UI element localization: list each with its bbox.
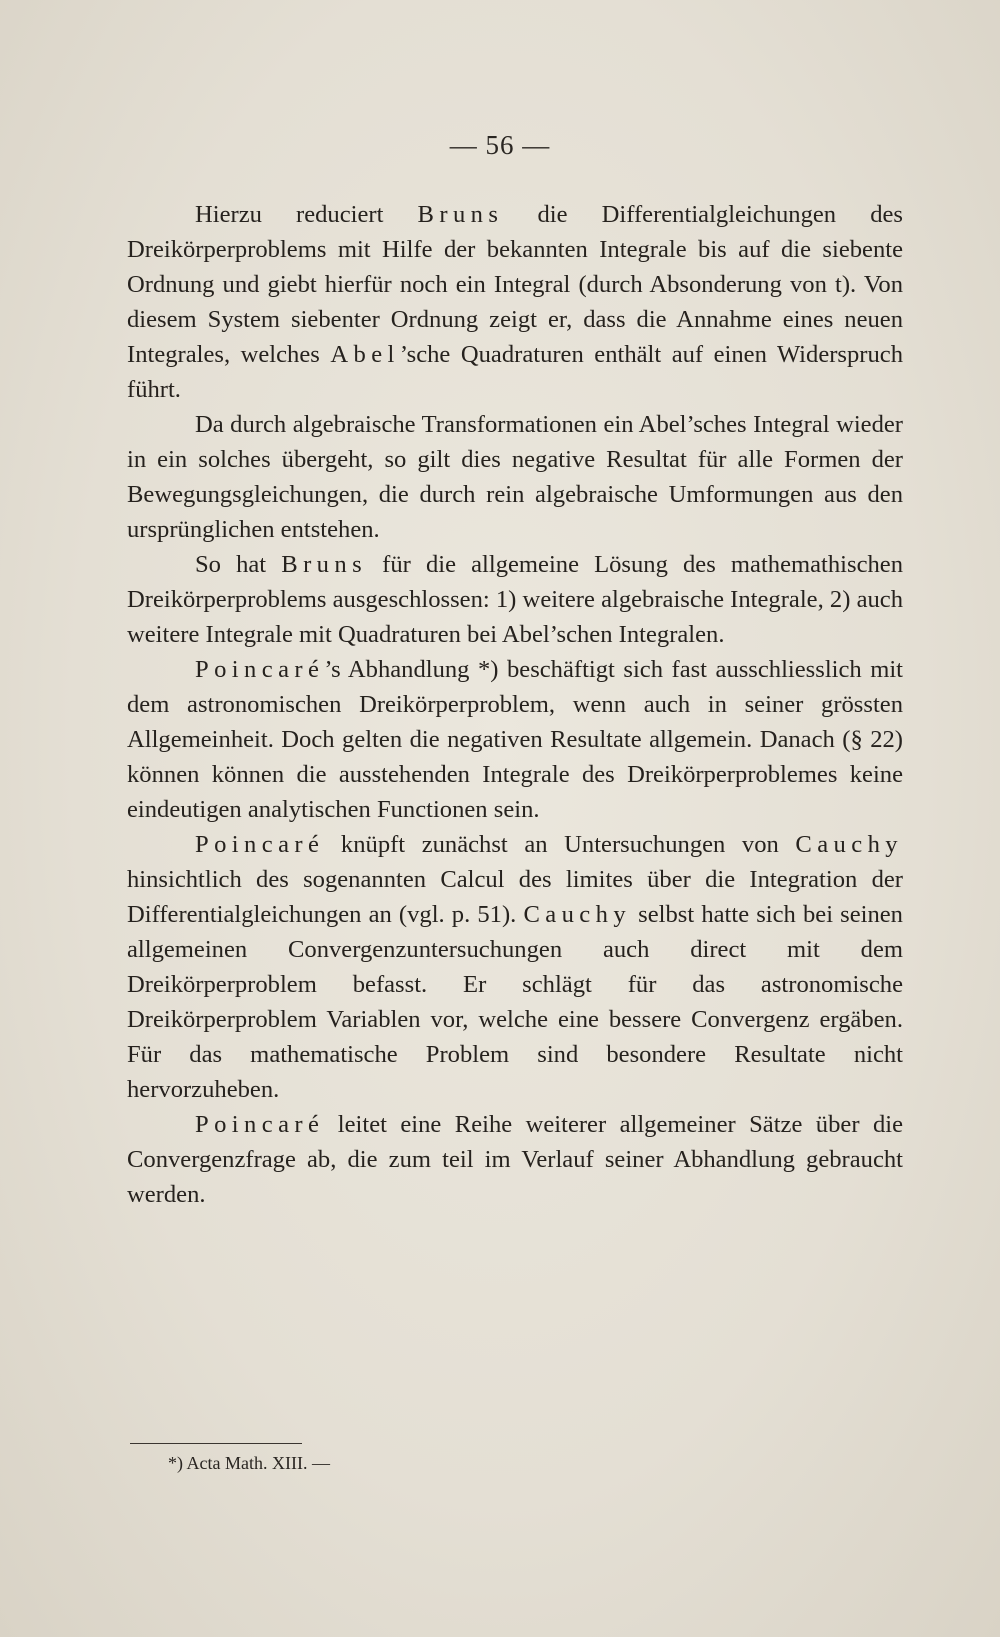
author-name-poincare: Poincaré	[195, 1111, 325, 1138]
author-name-cauchy: Cauchy	[523, 901, 632, 928]
author-name-poincare: Poincaré	[195, 831, 325, 858]
page-body	[127, 197, 903, 1212]
paragraph-6: Poincaré leitet eine Reihe weiterer allgemeiner Sätze über die Convergenzfrage ab, die zum teil im Verlauf seiner Abhandlung gebraucht werden.	[127, 1111, 903, 1208]
author-name-bruns: Bruns	[417, 201, 504, 228]
author-name-bruns: Bruns	[281, 551, 368, 578]
paragraph-4: Poincaré’s Abhandlung *) beschäftigt sich fast ausschliesslich mit dem astronomischen Dreikörperproblem, wenn auch in seiner grössten Allgemeinheit. Doch gelten die negativen Resultate allgemein. Danach (§ 22) können können die ausstehenden Integrale des Dreikörperproblemes keine eindeutigen analytischen Functionen sein.	[127, 656, 903, 823]
footnote: *) Acta Math. XIII. —	[168, 1453, 330, 1473]
footnote-divider	[130, 1443, 302, 1444]
author-name-abel: Abel	[330, 341, 400, 368]
paragraph-3: So hat Bruns für die allgemeine Lösung des mathemathischen Dreikörperproblems ausgeschlossen: 1) weitere algebraische Integrale, 2) auch weitere Integrale mit Quadraturen bei Abel’schen Integralen.	[127, 551, 903, 648]
paragraph-1: Hierzu reduciert Bruns die Differentialgleichungen des Dreikörperproblems mit Hilfe der bekannten Integrale bis auf die siebente Ordnung und giebt hierfür noch ein Integral (durch Absonderung von t). Von diesem System siebenter Ordnung zeigt er, dass die Annahme eines neuen Integrales, welches Abel’sche Quadraturen enthält auf einen Widerspruch führt.	[127, 201, 903, 403]
page-number: — 56 —	[449, 130, 551, 160]
paragraph-2: Da durch algebraische Transformationen ein Abel’sches Integral wieder in ein solches übergeht, so gilt dies negative Resultat für alle Formen der Bewegungsgleichungen, die durch rein algebraische Umformungen aus den ursprünglichen entstehen.	[127, 411, 903, 543]
author-name-cauchy: Cauchy	[795, 831, 903, 858]
paragraph-5: Poincaré knüpft zunächst an Untersuchungen von Cauchy hinsichtlich des sogenannten Calcul des limites über die Integration der Differentialgleichungen an (vgl. p. 51). Cauchy selbst hatte sich bei seinen allgemeinen Convergenzuntersuchungen auch direct mit dem Dreikörperproblem befasst. Er schlägt für das astronomische Dreikörperproblem Variablen vor, welche eine bessere Convergenz ergäben. Für das mathematische Problem sind besondere Resultate nicht hervorzuheben.	[127, 831, 903, 1103]
author-name-poincare: Poincaré	[195, 656, 325, 683]
